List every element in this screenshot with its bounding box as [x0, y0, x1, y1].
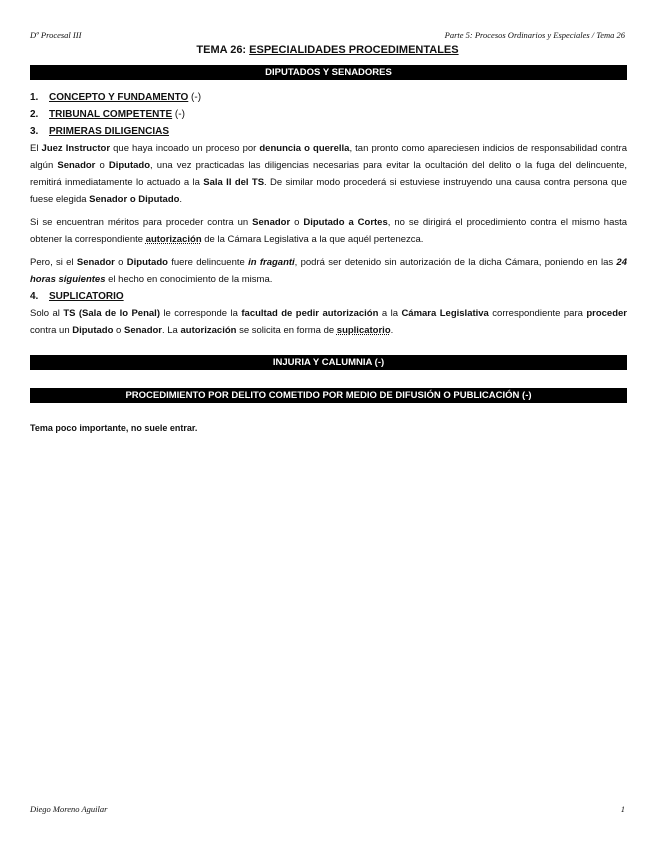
heading-number: 4.	[30, 291, 39, 302]
section-content	[30, 89, 627, 339]
title-prefix: TEMA 26:	[196, 44, 250, 56]
paragraph-suplicatorio: Solo al TS (Sala de lo Penal) le corresponde la facultad de pedir autorización a la Cámara Legislativa correspondiente para proceder contra un Diputado o Senador. La autorización se solicita en forma de suplicatorio.	[30, 308, 627, 336]
paragraph-meritos: Si se encuentran méritos para proceder contra un Senador o Diputado a Cortes, no se dirigirá el procedimiento contra el mismo hasta obtener la correspondiente autorización de la Cámara Legislativa a la que aquél pertenezca.	[30, 217, 628, 245]
section-bar-diputados: DIPUTADOS Y SENADORES	[30, 65, 627, 80]
paragraph-fraganti: Pero, si el Senador o Diputado fuere delincuente in fraganti, podrá ser detenido sin autorización de la dicha Cámara, poniendo en las 24 horas siguientes el hecho en conocimiento de la misma.	[30, 257, 627, 285]
heading-label: CONCEPTO Y FUNDAMENTO	[49, 92, 189, 103]
note-text: Tema poco importante, no suele entrar.	[30, 423, 198, 433]
heading-suplicatorio	[30, 288, 627, 305]
heading-label: PRIMERAS DILIGENCIAS	[49, 126, 170, 137]
page-title	[0, 44, 655, 56]
page-number: 1	[620, 804, 625, 814]
heading-number: 2.	[30, 109, 39, 120]
heading-suffix: (-)	[172, 109, 185, 120]
heading-label: TRIBUNAL COMPETENTE	[49, 109, 173, 120]
footer-author: Diego Moreno Aguilar	[30, 804, 108, 814]
title-main: ESPECIALIDADES PROCEDIMENTALES	[249, 44, 459, 56]
heading-diligencias	[30, 123, 627, 140]
paragraph-juez-instructor: El Juez Instructor que haya incoado un proceso por denuncia o querella, tan pronto como apareciesen indicios de responsabilidad contra algún Senador o Diputado, una vez practicadas las diligencias necesarias para evitar la ocultación del delito o la fuga del delincuente, remitirá inmediatamente lo actuado a la Sala II del TS. De similar modo procederá si estuviese instruyendo una causa contra persona que fuese elegida Senador o Diputado.	[30, 143, 628, 205]
section-bar-injuria: INJURIA Y CALUMNIA (-)	[30, 355, 627, 370]
heading-number: 1.	[30, 92, 39, 103]
section-bar-difusion: PROCEDIMIENTO POR DELITO COMETIDO POR MEDIO DE DIFUSIÓN O PUBLICACIÓN (-)	[30, 388, 627, 403]
heading-label: SUPLICATORIO	[49, 291, 124, 302]
heading-tribunal	[30, 106, 627, 123]
heading-suffix: (-)	[188, 92, 202, 103]
header-part: Parte 5: Procesos Ordinarios y Especiales / Tema 26	[444, 30, 625, 40]
heading-number: 3.	[30, 126, 39, 137]
heading-concepto	[30, 89, 627, 106]
header-course: Dº Procesal III	[30, 30, 82, 40]
